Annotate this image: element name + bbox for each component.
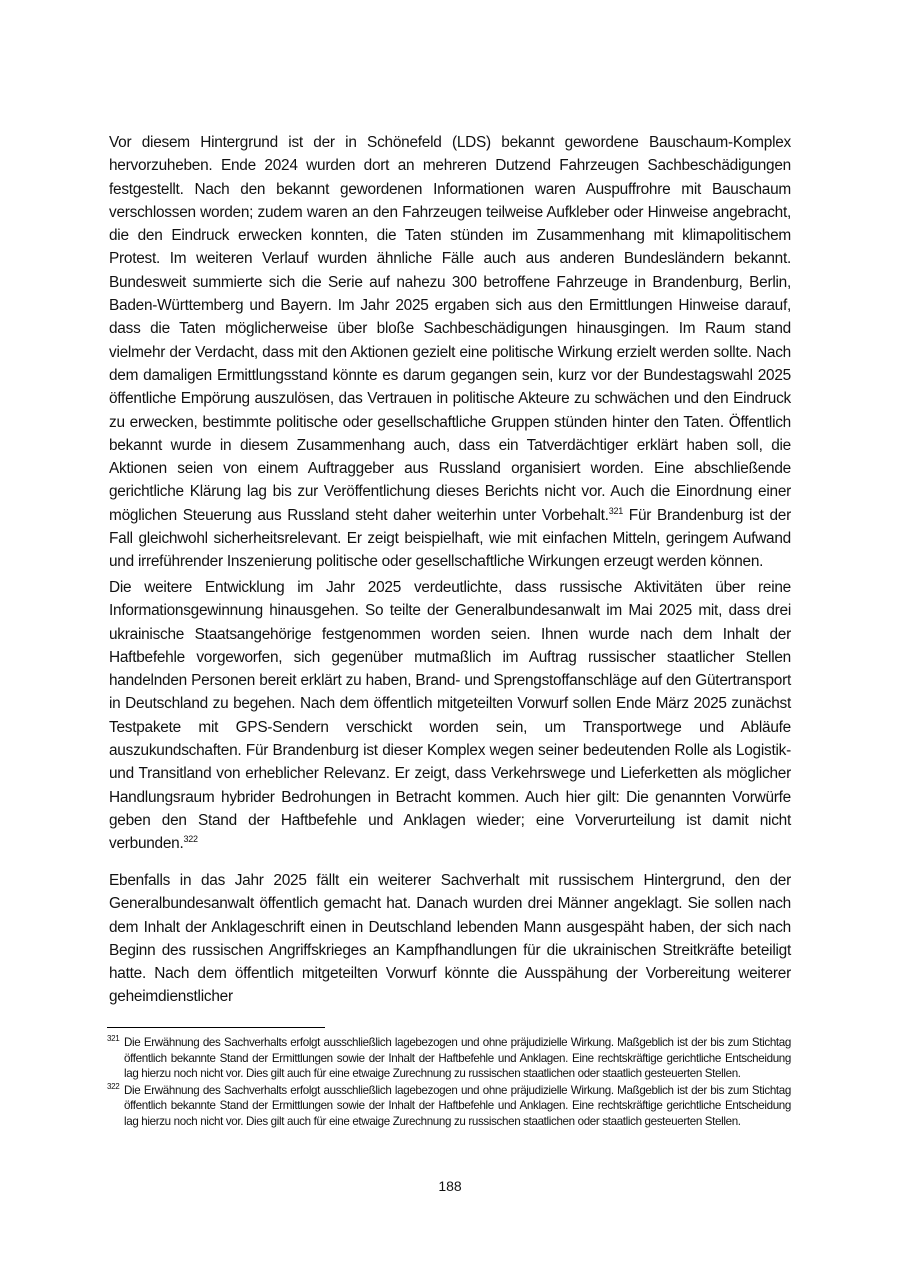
page-number: 188 [438, 1178, 462, 1194]
footnote-text: Die Erwähnung des Sachverhalts erfolgt ausschließlich lagebezogen und ohne präjudizielle Wirkung. Maßgeblich ist der bis zum Stichtag öffentlich bekannte Stand der Ermittlungen sowie der Inhalt der Haftbefehle und Anklagen. Eine rechtskräftige gerichtliche Entscheidung lag hierzu noch nicht vor. Dies gilt auch für eine etwaige Zurechnung zu russischen staatlichen oder staatlich gesteuerten Stellen. [124, 1036, 791, 1081]
paragraph-anklage [109, 869, 791, 1009]
footnote-number: 322 [107, 1081, 120, 1091]
paragraph-guetertransport [109, 576, 791, 856]
paragraph-text-continued: Für Brandenburg ist der Fall gleichwohl sicherheitsrelevant. Er zeigt beispielhaft, wie mit einfachen Mitteln, geringem Aufwand und irreführender Inszenierung politische oder gesellschaftliche Wirkungen erzeugt werden können. [109, 506, 791, 571]
footnote-322 [107, 1083, 791, 1130]
footnote-321 [107, 1035, 791, 1082]
footnote-text: Die Erwähnung des Sachverhalts erfolgt ausschließlich lagebezogen und ohne präjudizielle Wirkung. Maßgeblich ist der bis zum Stichtag öffentlich bekannte Stand der Ermittlungen sowie der Inhalt der Haftbefehle und Anklagen. Eine rechtskräftige gerichtliche Entscheidung lag hierzu noch nicht vor. Dies gilt auch für eine etwaige Zurechnung zu russischen staatlichen oder staatlich gesteuerten Stellen. [124, 1083, 791, 1128]
footnotes [107, 1035, 791, 1131]
footnote-number: 321 [107, 1034, 120, 1043]
paragraph-text: Die weitere Entwicklung im Jahr 2025 verdeutlichte, dass russische Aktivitäten über reine Informationsgewinnung hinausgehen. So teilte der Generalbundesanwalt im Mai 2025 mit, dass drei ukrainische Staatsangehörige festgenommen worden seien. Ihnen wurde nach dem Inhalt der Haftbefehle vorgeworfen, sich gegenüber mutmaßlich im Auftrag russischer staatlicher Stellen handelnden Personen bereit erklärt zu haben, Brand- und Sprengstoffanschläge auf den Gütertransport in Deutschland zu begehen. Nach dem öffentlich mitgeteilten Vorwurf sollen Ende März 2025 zunächst Testpakete mit GPS-Sendern verschickt worden sein, um Transportwege und Abläufe auszukundschaften. Für Brandenburg ist dieser Komplex wegen seiner bedeutenden Rolle als Logistik- und Transitland von erheblicher Relevanz. Er zeigt, dass Verkehrswege und Lieferketten als möglicher Handlungsraum hybrider Bedrohungen in Betracht kommen. Auch hier gilt: Die genannten Vorwürfe geben den Stand der Haftbefehle und Anklagen wieder; eine Vorverurteilung ist damit nicht verbunden. [109, 579, 791, 853]
footnote-reference-321[interactable]: 321 [608, 505, 623, 516]
footnote-reference-322[interactable]: 322 [183, 834, 198, 845]
paragraph-text: Vor diesem Hintergrund ist der in Schönefeld (LDS) bekannt gewordene Bauschaum-Komplex hervorzuheben. Ende 2024 wurden dort an mehreren Dutzend Fahrzeugen Sachbeschädigungen festgestellt. Nach den bekannt gewordenen Informationen waren Auspuffrohre mit Bauschaum verschlossen worden; zudem waren an den Fahrzeugen teilweise Aufkleber oder Hinweise angebracht, die den Eindruck erwecken konnten, die Taten stünden im Zusammenhang mit klimapolitischem Protest. Im weiteren Verlauf wurden ähnliche Fälle auch aus anderen Bundesländern bekannt. Bundesweit summierte sich die Serie auf nahezu 300 betroffene Fahrzeuge in Brandenburg, Berlin, Baden-Württemberg und Bayern. Im Jahr 2025 ergaben sich aus den Ermittlungen Hinweise darauf, dass die Taten möglicherweise über bloße Sachbeschädigungen hinausgingen. Im Raum stand vielmehr der Verdacht, dass mit den Aktionen gezielt eine politische Wirkung erzielt werden sollte. Nach dem damaligen Ermittlungsstand könnte es darum gegangen sein, kurz vor der Bundestagswahl 2025 öffentliche Empörung auszulösen, das Vertrauen in politische Akteure zu schwächen und den Eindruck zu erwecken, bestimmte politische oder gesellschaftliche Gruppen stünden hinter den Taten. Öffentlich bekannt wurde in diesem Zusammenhang auch, dass ein Tatverdächtiger erklärt haben soll, die Aktionen seien von einem Auftraggeber aus Russland organisiert worden. Eine abschließende gerichtliche Klärung lag bis zur Veröffentlichung dieses Berichts nicht vor. Auch die Einordnung einer möglichen Steuerung aus Russland steht daher weiterhin unter Vorbehalt. [109, 134, 791, 524]
footnote-separator [107, 1027, 325, 1028]
paragraph-schoenefeld [109, 131, 791, 574]
paragraph-text: Ebenfalls in das Jahr 2025 fällt ein weiterer Sachverhalt mit russischem Hintergrund, den der Generalbundesanwalt öffentlich gemacht hat. Danach wurden drei Männer angeklagt. Sie sollen nach dem Inhalt der Anklageschrift einen in Deutschland lebenden Mann ausgespäht haben, der sich nach Beginn des russischen Angriffskrieges an Kampfhandlungen für die ukrainischen Streitkräfte beteiligt hatte. Nach dem öffentlich mitgeteilten Vorwurf könnte die Ausspähung der Vorbereitung weiterer geheimdienstlicher [109, 872, 791, 1006]
